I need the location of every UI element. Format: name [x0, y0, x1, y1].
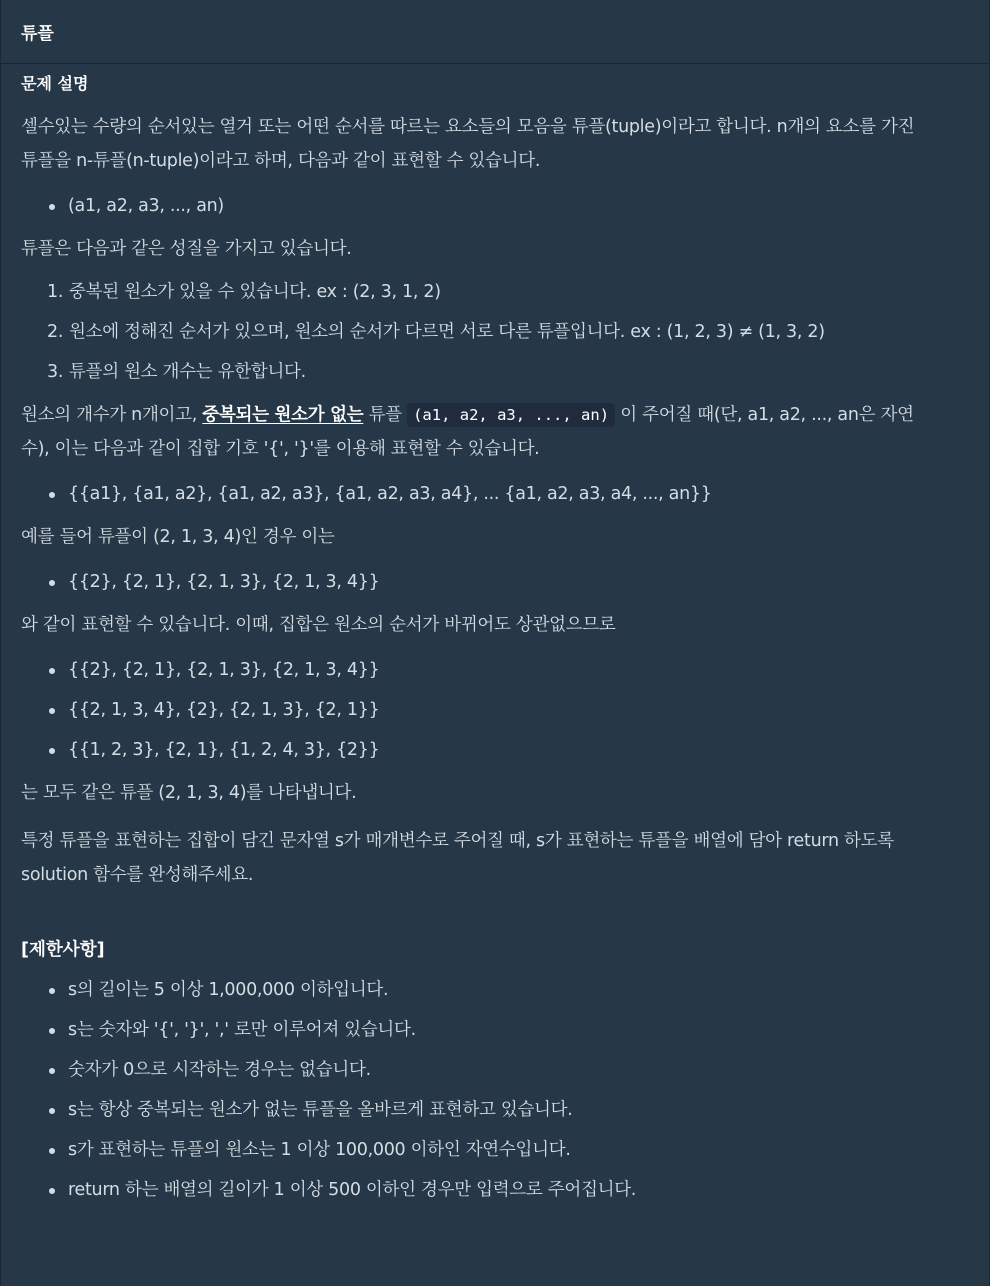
list-item: 숫자가 0으로 시작하는 경우는 없습니다.: [49, 1058, 969, 1082]
inline-code: (a1, a2, a3, ..., an): [407, 403, 615, 427]
list-item: (a1, a2, a3, ..., an): [49, 194, 969, 218]
task-paragraph: 특정 튜플을 표현하는 집합이 담긴 문자열 s가 매개변수로 주어질 때, s가 표현하는 튜플을 배열에 담아 return 하도록 solution 함수를 완성해주세요.: [21, 831, 894, 885]
constraints-list: [49, 978, 969, 1202]
list-item: 2. 원소에 정해진 순서가 있으며, 원소의 순서가 다르면 서로 다른 튜플입니다. ex : (1, 2, 3) ≠ (1, 3, 2): [47, 322, 825, 342]
list-item: {{a1}, {a1, a2}, {a1, a2, a3}, {a1, a2, a3, a4}, ... {a1, a2, a3, a4, ..., an}}: [49, 482, 969, 506]
list-item: {{2}, {2, 1}, {2, 1, 3}, {2, 1, 3, 4}}: [49, 658, 969, 682]
list-item: s의 길이는 5 이상 1,000,000 이하입니다.: [49, 978, 969, 1002]
problem-description: [1, 74, 989, 1202]
set-example-list: [49, 482, 969, 506]
problem-title: 튜플: [21, 24, 54, 44]
list-item: 3. 튜플의 원소 개수는 유한합니다.: [47, 362, 306, 382]
set-paragraph: 원소의 개수가 n개이고, 중복되는 원소가 없는 튜플 (a1, a2, a3, ..., an) 이 주어질 때(단, a1, a2, ..., an은 자연 수), 이는 다음과 같이 집합 기호 '{', '}'를 이용해 표현할 수 있습니다.: [21, 405, 914, 459]
intro-paragraph: [21, 110, 969, 178]
section-title: 문제 설명: [21, 74, 89, 93]
list-item: return 하는 배열의 길이가 1 이상 500 이하인 경우만 입력으로 주어집니다.: [49, 1178, 969, 1202]
tuple-example-list: [49, 194, 969, 218]
properties-list: [47, 280, 969, 384]
list-item: s가 표현하는 튜플의 원소는 1 이상 100,000 이하인 자연수입니다.: [49, 1138, 969, 1162]
problem-header: [1, 0, 989, 64]
list-item: {{1, 2, 3}, {2, 1}, {1, 2, 4, 3}, {2}}: [49, 738, 969, 762]
example-set-list: [49, 570, 969, 594]
properties-intro: 튜플은 다음과 같은 성질을 가지고 있습니다.: [21, 239, 352, 259]
intro-line-2: 튜플을 n-튜플(n-tuple)이라고 하며, 다음과 같이 표현할 수 있습니다.: [21, 151, 541, 171]
same-tuple-paragraph: 는 모두 같은 튜플 (2, 1, 3, 4)를 나타냅니다.: [21, 783, 357, 803]
equivalent-sets-list: [49, 658, 969, 762]
list-item: s는 항상 중복되는 원소가 없는 튜플을 올바르게 표현하고 있습니다.: [49, 1098, 969, 1122]
list-item: 1. 중복된 원소가 있을 수 있습니다. ex : (2, 3, 1, 2): [47, 282, 441, 302]
intro-line-1: 셀수있는 수량의 순서있는 열거 또는 어떤 순서를 따르는 요소들의 모음을 튜플(tuple)이라고 합니다. n개의 요소를 가진: [21, 117, 915, 137]
list-item: {{2}, {2, 1}, {2, 1, 3}, {2, 1, 3, 4}}: [49, 570, 969, 594]
example-intro: 예를 들어 튜플이 (2, 1, 3, 4)인 경우 이는: [21, 527, 335, 547]
order-paragraph: 와 같이 표현할 수 있습니다. 이때, 집합은 원소의 순서가 바뀌어도 상관없으므로: [21, 615, 616, 635]
list-item: {{2, 1, 3, 4}, {2}, {2, 1, 3}, {2, 1}}: [49, 698, 969, 722]
constraints-title: [제한사항]: [21, 940, 105, 960]
emphasis-text: 중복되는 원소가 없는: [202, 405, 364, 425]
list-item: s는 숫자와 '{', '}', ',' 로만 이루어져 있습니다.: [49, 1018, 969, 1042]
